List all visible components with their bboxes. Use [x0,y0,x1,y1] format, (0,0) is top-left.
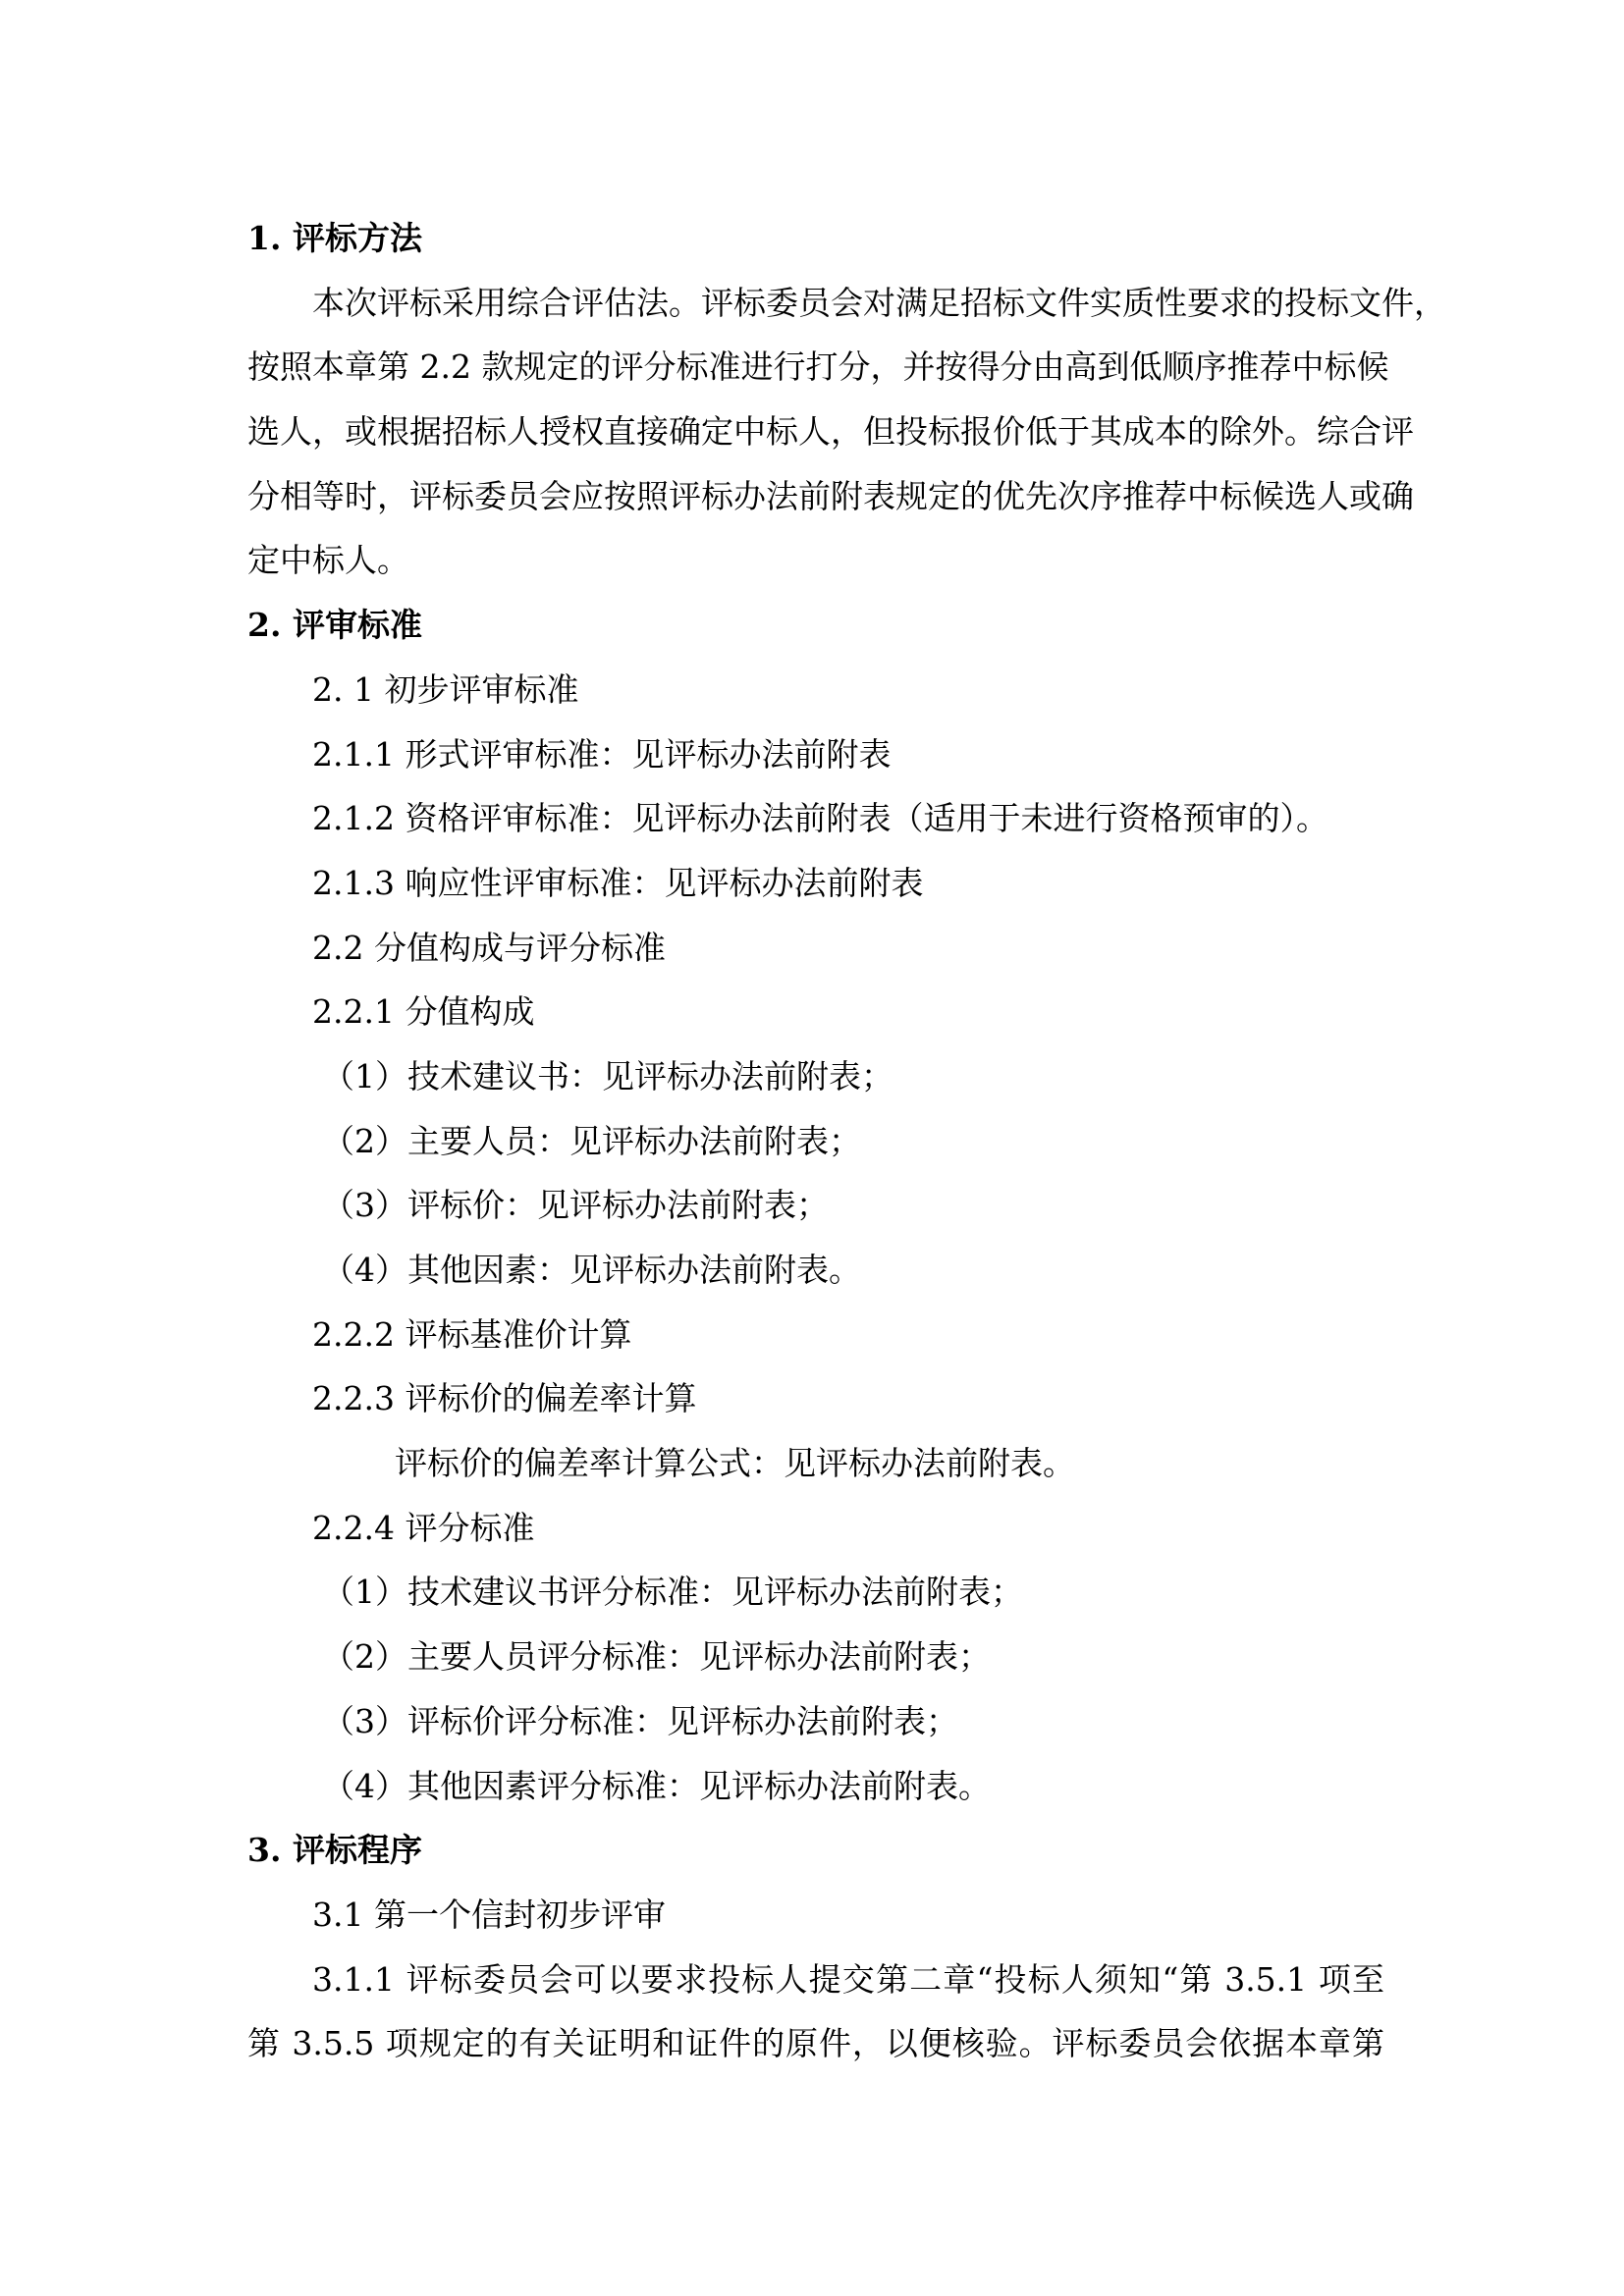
list-item: （1）技术建议书：见评标办法前附表； [322,1056,893,1095]
section-3-heading: 3. 评标程序 [247,1831,422,1870]
subsection-2-2: 2.2 分值构成与评分标准 [312,928,666,967]
clause-2-2-2: 2.2.2 评标基准价计算 [312,1314,632,1354]
list-item: （4）其他因素：见评标办法前附表。 [322,1251,861,1289]
list-item: （4）其他因素评分标准：见评标办法前附表。 [322,1766,991,1805]
clause-2-2-4: 2.2.4 评分标准 [312,1508,535,1547]
section-1-paragraph-line: 分相等时，评标委员会应按照评标办法前附表规定的优先次序推荐中标候选人或确 [247,476,1414,515]
clause-2-2-1: 2.2.1 分值构成 [312,992,535,1032]
subsection-2-1: 2. 1 初步评审标准 [312,669,579,709]
list-item: （2）主要人员：见评标办法前附表； [322,1121,861,1160]
section-1-heading: 1. 评标方法 [247,219,422,257]
section-1-paragraph-line: 按照本章第 2.2 款规定的评分标准进行打分，并按得分由高到低顺序推荐中标候 [247,347,1389,387]
list-item: （2）主要人员评分标准：见评标办法前附表； [322,1637,991,1677]
subsection-3-1: 3.1 第一个信封初步评审 [312,1895,666,1934]
list-item: （3）评标价：见评标办法前附表； [322,1186,829,1225]
clause-2-1-1: 2.1.1 形式评审标准：见评标办法前附表 [312,734,892,774]
list-item: （1）技术建议书评分标准：见评标办法前附表； [322,1573,1023,1612]
clause-2-2-3: 2.2.3 评标价的偏差率计算 [312,1379,697,1418]
section-2-heading: 2. 评审标准 [247,606,422,645]
clause-3-1-1-line: 第 3.5.5 项规定的有关证明和证件的原件，以便核验。评标委员会依据本章第 [247,2024,1384,2063]
document-body [247,206,1446,2076]
section-1-paragraph-line: 定中标人。 [247,541,409,580]
clause-2-1-2: 2.1.2 资格评审标准：见评标办法前附表（适用于未进行资格预审的）。 [312,799,1328,838]
list-item: （3）评标价评分标准：见评标办法前附表； [322,1701,958,1740]
section-1-paragraph-line: 选人，或根据招标人授权直接确定中标人，但投标报价低于其成本的除外。综合评 [247,412,1414,452]
deviation-formula-note: 评标价的偏差率计算公式：见评标办法前附表。 [395,1444,1075,1483]
clause-3-1-1-line: 3.1.1 评标委员会可以要求投标人提交第二章“投标人须知“第 3.5.1 项至 [312,1959,1384,1999]
section-1-paragraph-line: 本次评标采用综合评估法。评标委员会对满足招标文件实质性要求的投标文件， [312,283,1446,322]
clause-2-1-3: 2.1.3 响应性评审标准：见评标办法前附表 [312,863,924,902]
